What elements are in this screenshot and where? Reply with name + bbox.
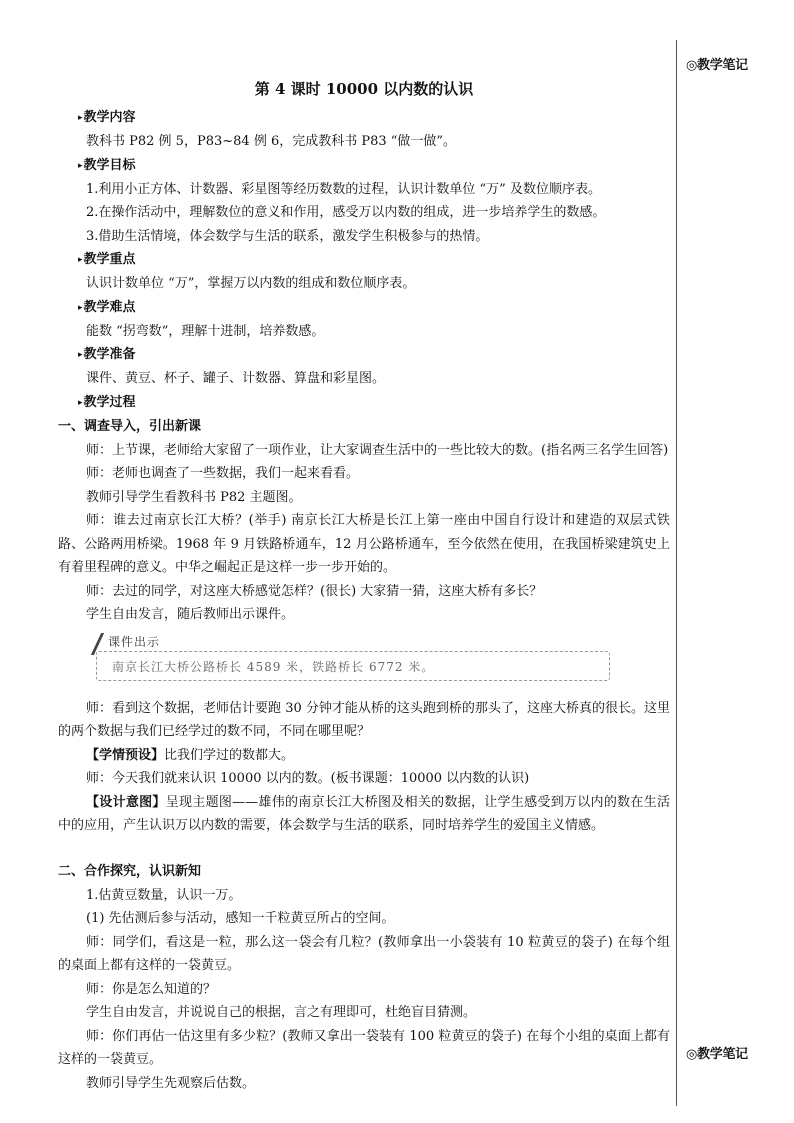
paragraph: 师：谁去过南京长江大桥？(举手) 南京长江大桥是长江上第一座由中国自行设计和建造的双层式铁路、公路两用桥梁。1968 年 9 月铁路桥通车，12 月公路桥通车，至今依然在使用，在我国桥梁建筑史上有着里程碑的意义。中华之崛起正是这样一步一步开始的。 [58, 513, 670, 575]
teaching-notes-label-top: ◎教学笔记 [686, 58, 748, 73]
courseware-text: 南京长江大桥公路桥长 4589 米，铁路桥长 6772 米。 [112, 659, 435, 674]
preview-tag: 【学情预设】 [86, 747, 165, 763]
paragraph: 教师引导学生看教科书 P82 主题图。 [86, 489, 302, 505]
paragraph: 学生自由发言，并说说自己的根据，言之有理即可，杜绝盲目猜测。 [86, 1005, 477, 1020]
part1-heading: 一、调查导入，引出新课 [58, 418, 202, 434]
section-heading-content: ▸ 教学内容 [78, 106, 670, 130]
paragraph: 师：老师也调查了一些数据，我们一起来看看。 [86, 466, 360, 481]
courseware-tab: 课件出示 [102, 633, 166, 651]
paragraph: 学生自由发言，随后教师出示课件。 [86, 607, 295, 622]
section-heading-preparation: ▸ 教学准备 [78, 343, 670, 367]
paragraph: 师：去过的同学，对这座大桥感觉怎样？(很长) 大家猜一猜，这座大桥有多长？ [86, 583, 543, 599]
section-heading-key: ▸ 教学重点 [78, 248, 670, 272]
preparation-text: 课件、黄豆、杯子、罐子、计数器、算盘和彩星图。 [86, 371, 386, 386]
goal-item: 3.借助生活情境，体会数学与生活的联系，激发学生积极参与的热情。 [86, 228, 489, 244]
difficulty-text: 能数 “拐弯数”，理解十进制，培养数感。 [86, 323, 325, 339]
paragraph: 师：同学们，看这是一粒，那么这一袋会有几粒？(教师拿出一小袋装有 10 粒黄豆的袋子) 在每个组的桌面上都有这样的一袋黄豆。 [58, 934, 670, 973]
part2-heading: 二、合作探究，认识新知 [58, 863, 202, 879]
goal-item: 2.在操作活动中，理解数位的意义和作用，感受万以内数的组成，进一步培养学生的数感。 [86, 205, 606, 220]
subheading: 1.估黄豆数量，认识一万。 [86, 887, 242, 903]
design-tag: 【设计意图】 [86, 794, 166, 810]
preview-paragraph [58, 744, 670, 768]
content-text: 教科书 P82 例 5，P83~84 例 6，完成教科书 P83 “做一做”。 [86, 134, 457, 149]
paragraph: 师：看到这个数据，老师估计要跑 30 分钟才能从桥的这头跑到桥的那头了，这座大桥真的很长。这里的两个数据与我们已经学过的数不同，不同在哪里呢？ [58, 700, 670, 739]
lesson-plan-body [58, 78, 670, 1095]
section-heading-process: ▸ 教学过程 [78, 391, 670, 415]
teaching-notes-label-bottom: ◎教学笔记 [686, 1047, 748, 1062]
preview-text: 比我们学过的数都大。 [164, 747, 295, 763]
paragraph: 师：你是怎么知道的？ [86, 981, 217, 997]
section-heading-difficulty: ▸ 教学难点 [78, 296, 670, 320]
goal-item: 1.利用小正方体、计数器、彩星图等经历数数的过程，认识计数单位 “万” 及数位顺序表。 [86, 181, 601, 197]
key-text: 认识计数单位 “万”，掌握万以内数的组成和数位顺序表。 [86, 276, 416, 291]
paragraph: 师：你们再估一估这里有多少粒？(教师又拿出一袋装有 100 粒黄豆的袋子) 在每个小组的桌面上都有这样的一袋黄豆。 [58, 1028, 670, 1067]
design-paragraph [58, 791, 670, 838]
paragraph: 师：今天我们就来认识 10000 以内的数。(板书课题：10000 以内数的认识) [86, 771, 530, 786]
section-heading-goals: ▸ 教学目标 [78, 154, 670, 178]
paragraph: 师：上节课，老师给大家留了一项作业，让大家调查生活中的一些比较大的数。(指名两三名学生回答) [86, 442, 669, 458]
design-text: 呈现主题图——雄伟的南京长江大桥图及相关的数据，让学生感受到万以内的数在生活中的应用，产生认识万以内数的需要，体会数学与生活的联系，同时培养学生的爱国主义情感。 [58, 794, 670, 833]
subheading: (1) 先估测后参与活动，感知一千粒黄豆所占的空间。 [86, 911, 395, 926]
margin-divider [676, 40, 677, 1106]
courseware-callout [96, 631, 664, 689]
page-title: 第 4 课时 10000 以内数的认识 [254, 80, 474, 98]
paragraph: 教师引导学生先观察后估数。 [86, 1075, 256, 1091]
